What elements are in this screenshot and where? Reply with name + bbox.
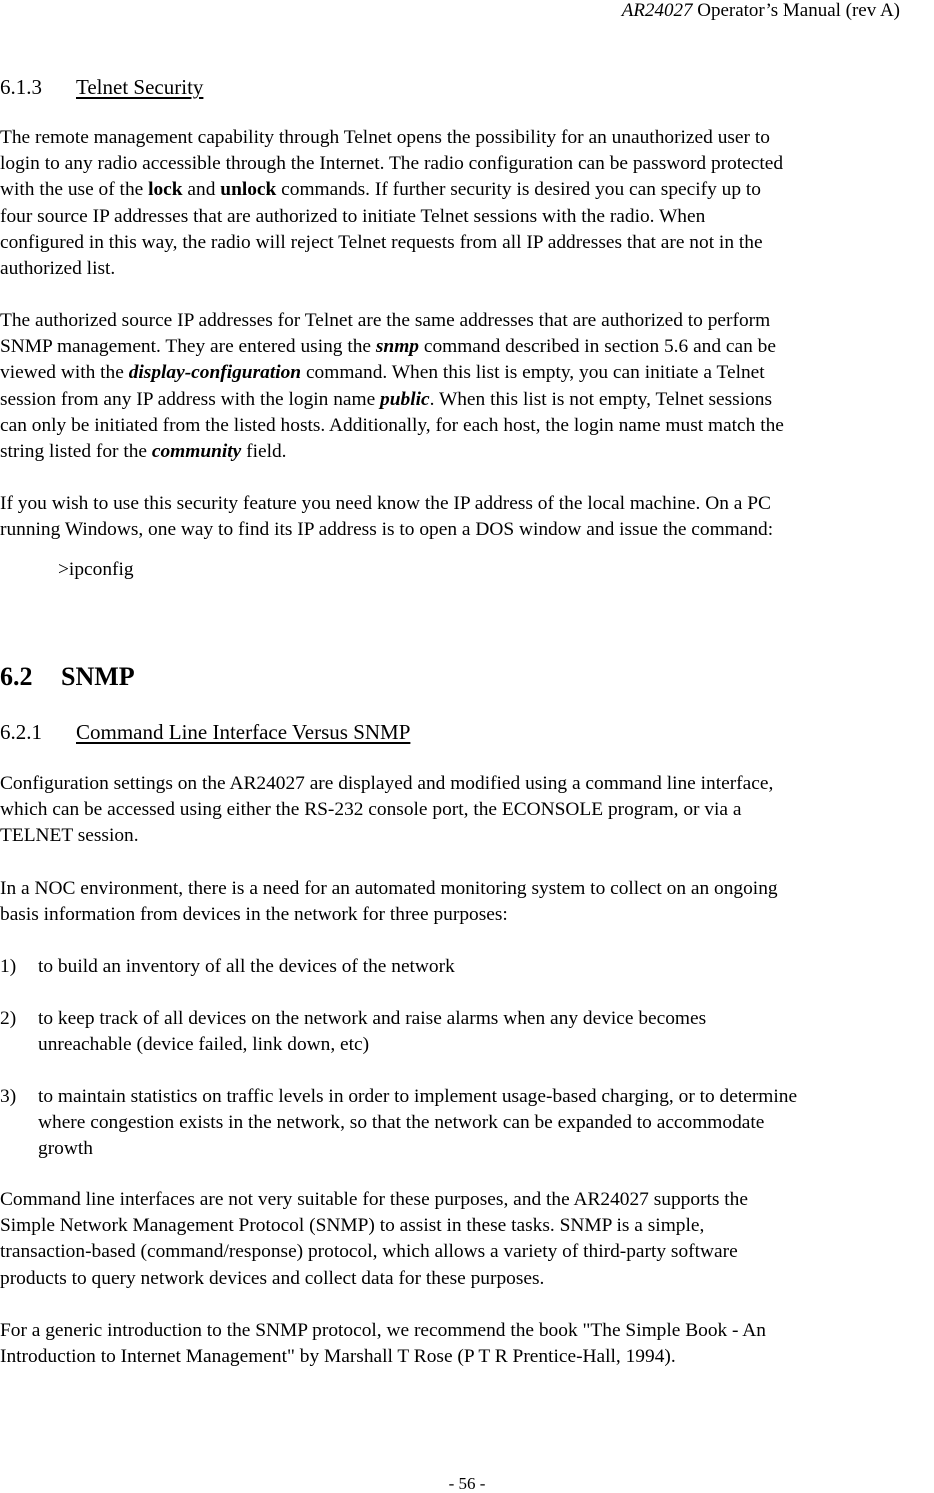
text-line: to maintain statistics on traffic levels in order to implement usage-based charging, or to determine xyxy=(38,1086,798,1107)
section-number: 6.2 xyxy=(0,662,33,691)
community-field: community xyxy=(151,441,242,463)
text-line: session from any IP address with the login name public. When this list is not empty, Telnet sessions xyxy=(0,388,773,410)
public-login: public xyxy=(380,388,430,410)
text-line: The remote management capability through Telnet opens the possibility for an unauthorized user to xyxy=(0,127,770,148)
list-number: 2) xyxy=(0,1008,17,1029)
text-line: which can be accessed using either the RS-232 console port, the ECONSOLE program, or via a xyxy=(0,799,742,821)
text-line: string listed for the community field. xyxy=(0,441,287,463)
text-line: configured in this way, the radio will reject Telnet requests from all IP addresses that are not in the xyxy=(0,231,763,253)
section-number: 6.1.3 xyxy=(0,75,42,99)
ipconfig-command: >ipconfig xyxy=(58,559,134,580)
doc-id: AR24027 xyxy=(621,0,693,21)
paragraph-snmp-support xyxy=(0,1187,934,1292)
paragraph-ip-address xyxy=(0,491,934,543)
header-rest: Operator’s Manual (rev A) xyxy=(692,0,900,21)
text-line: four source IP addresses that are authorized to initiate Telnet sessions with the radio. When xyxy=(0,205,706,227)
text-line: where congestion exists in the network, so that the network can be expanded to accommodate xyxy=(38,1112,765,1134)
page-header xyxy=(622,0,900,22)
display-configuration-command: display-configuration xyxy=(128,362,302,384)
paragraph-noc xyxy=(0,876,934,928)
text-line: basis information from devices in the network for three purposes: xyxy=(0,904,508,926)
text-line: Simple Network Management Protocol (SNMP) to assist in these tasks. SNMP is a simple, xyxy=(0,1215,705,1237)
paragraph-authorized-addresses xyxy=(0,308,934,465)
section-title: Command Line Interface Versus SNMP xyxy=(76,720,411,744)
text-line: growth xyxy=(38,1138,93,1160)
text-line: authorized list. xyxy=(0,258,116,280)
text-line: For a generic introduction to the SNMP protocol, we recommend the book "The Simple Book - An xyxy=(0,1320,766,1341)
section-number: 6.2.1 xyxy=(0,720,42,744)
paragraph-reference xyxy=(0,1318,934,1370)
text-line: can only be initiated from the listed hosts. Additionally, for each host, the login name must match the xyxy=(0,414,784,436)
text-line: products to query network devices and collect data for these purposes. xyxy=(0,1267,545,1289)
text-line: to build an inventory of all the devices of the network xyxy=(38,956,455,977)
text-line: transaction-based (command/response) protocol, which allows a variety of third-party software xyxy=(0,1241,738,1263)
text-line: running Windows, one way to find its IP address is to open a DOS window and issue the command: xyxy=(0,519,774,541)
section-6-1-3-heading xyxy=(0,74,203,100)
text-line: TELNET session. xyxy=(0,825,139,847)
lock-command: lock xyxy=(148,179,183,201)
text-line: unreachable (device failed, link down, etc) xyxy=(38,1034,370,1056)
section-title: Telnet Security xyxy=(76,75,204,99)
text-line: to keep track of all devices on the network and raise alarms when any device becomes xyxy=(38,1008,707,1029)
snmp-command: snmp xyxy=(375,336,419,358)
text-line: Introduction to Internet Management" by Marshall T Rose (P T R Prentice-Hall, 1994). xyxy=(0,1346,676,1368)
unlock-command: unlock xyxy=(220,179,277,201)
text-line: In a NOC environment, there is a need for an automated monitoring system to collect on an ongoing xyxy=(0,878,778,899)
page-number: - 56 - xyxy=(448,1474,486,1493)
paragraph-cli xyxy=(0,771,934,850)
text-line: If you wish to use this security feature you need know the IP address of the local machine. On a PC xyxy=(0,493,771,514)
text-line: Configuration settings on the AR24027 are displayed and modified using a command line interface, xyxy=(0,773,774,794)
text-line: Command line interfaces are not very suitable for these purposes, and the AR24027 supports the xyxy=(0,1189,748,1210)
text-line: login to any radio accessible through the Internet. The radio configuration can be password protected xyxy=(0,153,784,175)
list-number: 3) xyxy=(0,1086,17,1107)
text-line: SNMP management. They are entered using the snmp command described in section 5.6 and can be xyxy=(0,336,776,358)
text-line: with the use of the lock and unlock commands. If further security is desired you can specify up to xyxy=(0,179,761,201)
text-line: The authorized source IP addresses for Telnet are the same addresses that are authorized to perform xyxy=(0,310,771,331)
list-number: 1) xyxy=(0,956,17,977)
text-line: viewed with the display-configuration command. When this list is empty, you can initiate a Telnet xyxy=(0,362,765,384)
section-6-2-heading xyxy=(0,662,135,692)
section-title: SNMP xyxy=(61,662,135,691)
paragraph-telnet-intro xyxy=(0,125,934,282)
section-6-2-1-heading xyxy=(0,719,410,745)
